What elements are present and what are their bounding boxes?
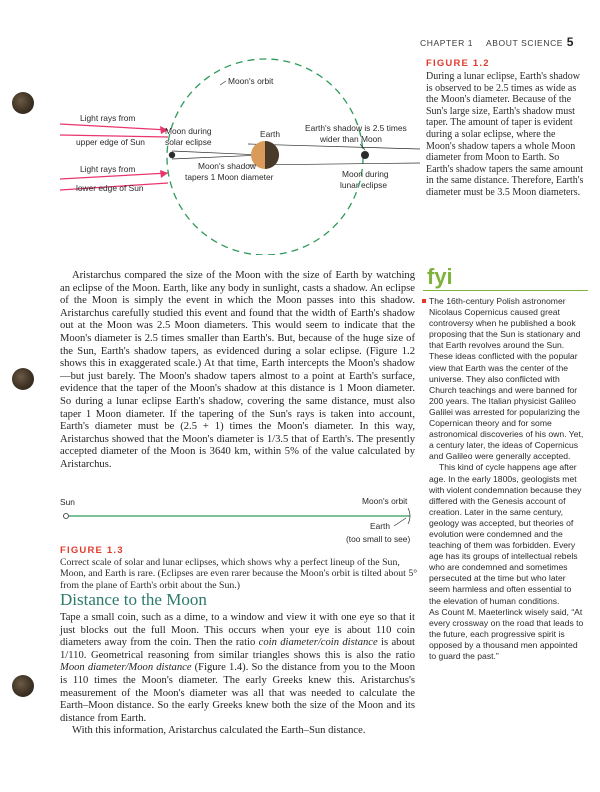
orbit-pointer bbox=[220, 81, 226, 85]
figure-1-2-title: FIGURE 1.2 bbox=[426, 58, 490, 69]
main-paragraph: Aristarchus compared the size of the Moon with the size of Earth by watching an eclipse of the Moon. Earth, like any body in sunlight, casts a shadow. An eclipse of the Moon is simply the event in which the Moon passes into this shadow. Aristarchus carefully studied this event and found that the width of Earth's shadow out at the Moon was 2.5 Moon diameters. This would seem to indicate that the Moon's diameter is 2.5 times smaller than Earth's. But, because of the huge size of the Sun, Earth's shadow tapers, as evidenced during a solar eclipse. (Figure 1.2 shows this in exaggerated scale.) At that time, Earth intercepts the Moon's shadow—but just barely. The Moon's shadow tapers almost to a point at Earth's surface, evidence that the taper of the Moon's shadow at this distance is 1 Moon diameter. So during a lunar eclipse Earth's shadow, covering the same distance, must also taper 1 Moon diameter. If the tapering of the Sun's rays is taken into account, Earth's diameter must be (2.5 + 1) times the Moon's diameter. In this way, Aristarchus showed that the Moon's diameter is 1/3.5 that of Earth's. The presently accepted diameter of the Moon is 3640 km, within 5% of the value calculated by Aristarchus. bbox=[60, 270, 415, 470]
binder-hole-middle bbox=[12, 368, 34, 390]
binder-hole-top bbox=[12, 92, 34, 114]
figure-1-3-diagram bbox=[60, 492, 420, 548]
label-moon-solar-2: solar eclipse bbox=[165, 137, 212, 147]
label-earth: Earth bbox=[260, 129, 281, 139]
earth-pointer bbox=[394, 518, 406, 526]
figure-1-2-diagram bbox=[50, 55, 430, 255]
label-moon-lunar-2: lunar eclipse bbox=[340, 180, 388, 190]
distance-emphasis-2: Moon diameter/Moon distance bbox=[60, 662, 192, 674]
distance-section-body bbox=[60, 612, 415, 738]
label-moon-shadow-1: Moon's shadow bbox=[198, 161, 256, 171]
label-earth-1-3: Earth bbox=[370, 521, 391, 531]
figure-1-3-caption-block bbox=[60, 545, 418, 591]
fyi-bullet bbox=[422, 299, 426, 303]
fyi-paragraph-3: As Count M. Maeterlinck wisely said, “At every crossway on the road that leads to the future, each progressive spirit is opposed by a thousand men appointed to guard the past.” bbox=[429, 606, 584, 661]
distance-text-a: Tape a small coin, such as a dime, to a window and view it with one eye so that it just blocks out the full Moon. This occurs when your eye is about 110 coin diameters away from the coin. Then the ratio bbox=[60, 612, 415, 649]
distance-emphasis-1: coin diameter/coin distance bbox=[258, 637, 378, 649]
figure-1-2-caption: During a lunar eclipse, Earth's shadow is observed to be 2.5 times as wide as the Moon's diameter. Because of the Sun's large size, Earth's shadow must taper. The amount of taper is evident during a solar eclipse, where the Moon's shadow tapers a whole Moon diameter from Moon to Earth. So Earth's shadow tapers the same amount in the same distance. Therefore, Earth's diameter must be 3.5 Moon diameters. bbox=[426, 71, 584, 198]
label-moon-shadow-2: tapers 1 Moon diameter bbox=[185, 172, 274, 182]
section-heading-distance: Distance to the Moon bbox=[60, 590, 207, 609]
label-light-lower-2: lower edge of Sun bbox=[76, 183, 144, 193]
figure-1-3-title: FIGURE 1.3 bbox=[60, 545, 124, 556]
label-moons-orbit: Moon's orbit bbox=[228, 76, 274, 86]
label-sun: Sun bbox=[60, 497, 75, 507]
label-light-upper-2: upper edge of Sun bbox=[76, 137, 145, 147]
label-earth-shadow-2: wider than Moon bbox=[320, 134, 382, 144]
label-too-small: (too small to see) bbox=[346, 534, 411, 544]
distance-text-c: (Figure 1.4). So the distance from you to the Moon is 110 times the Moon's diameter. The early Greeks knew this. Aristarchus's measurement of the Moon's diameter was all that was needed to calculate the Earth–Moon distance. So the early Greeks knew both the size of the Moon and its distance from Earth. bbox=[60, 662, 415, 724]
distance-paragraph-2: With this information, Aristarchus calculated the Earth–Sun distance. bbox=[72, 725, 366, 737]
label-light-lower-1: Light rays from bbox=[80, 164, 136, 174]
moon-solar-eclipse bbox=[169, 152, 175, 158]
binder-hole-bottom bbox=[12, 675, 34, 697]
moon-shadow-bottom bbox=[172, 155, 262, 159]
arrow-lower bbox=[160, 170, 168, 178]
fyi-divider bbox=[423, 290, 588, 291]
label-light-upper-1: Light rays from bbox=[80, 113, 136, 123]
moon-lunar-eclipse bbox=[361, 151, 369, 159]
fyi-paragraph-1 bbox=[429, 296, 584, 462]
light-ray-upper bbox=[60, 124, 168, 130]
moon-shadow-top bbox=[172, 151, 262, 155]
distance-paragraph-1 bbox=[60, 612, 415, 725]
figure-1-2-caption-block bbox=[426, 58, 584, 199]
chapter-label: CHAPTER 1 bbox=[420, 38, 474, 48]
label-earth-shadow-1: Earth's shadow is 2.5 times bbox=[305, 123, 407, 133]
label-moon-solar-1: Moon during bbox=[165, 126, 212, 136]
sun-symbol bbox=[64, 514, 69, 519]
fyi-body bbox=[429, 296, 584, 662]
label-moon-lunar-1: Moon during bbox=[342, 169, 389, 179]
section-label: ABOUT SCIENCE bbox=[486, 38, 564, 48]
figure-1-3-caption: Correct scale of solar and lunar eclipses, which shows why a perfect lineup of the Sun, Moon, and Earth is rare. (Eclipses are even rarer because the Moon's orbit is tilted about 5° from the plane of Earth's orbit about the Sun.) bbox=[60, 557, 418, 591]
fyi-logo-text: fyi bbox=[427, 264, 453, 289]
fyi-paragraph-1-text: The 16th-century Polish astronomer Nicolaus Copernicus caused great controversy when he published a book proposing that the Sun is stationary and that Earth revolves around the Sun. These ideas conflicted with the popular view that Earth was the center of the universe. They also conflicted with Church teachings and were banned for 200 years. The Italian physicist Galileo Galilei was arrested for popularizing the Copernican theory and for some astronomical discoveries of his own. Yet, a century later, the ideas of Copernicus and Galileo were generally accepted. bbox=[429, 296, 584, 462]
fyi-paragraph-2: This kind of cycle happens age after age. In the early 1800s, geologists met with violent condemnation because they differed with the Genesis account of creation. Later in the same century, geology was accepted, but theories of evolution were condemned and the teaching of them was forbidden. Every age has its groups of intellectual rebels who are condemned and sometimes persecuted at the time but who later seem harmless and often essential to the elevation of human conditions. bbox=[429, 462, 582, 606]
running-header bbox=[420, 37, 580, 51]
distance-text-b: is about 1/110. Geometrical reasoning from similar triangles shows this is also the ratio bbox=[60, 637, 415, 661]
label-moons-orbit-1-3: Moon's orbit bbox=[362, 496, 408, 506]
page-number: 5 bbox=[566, 35, 574, 49]
